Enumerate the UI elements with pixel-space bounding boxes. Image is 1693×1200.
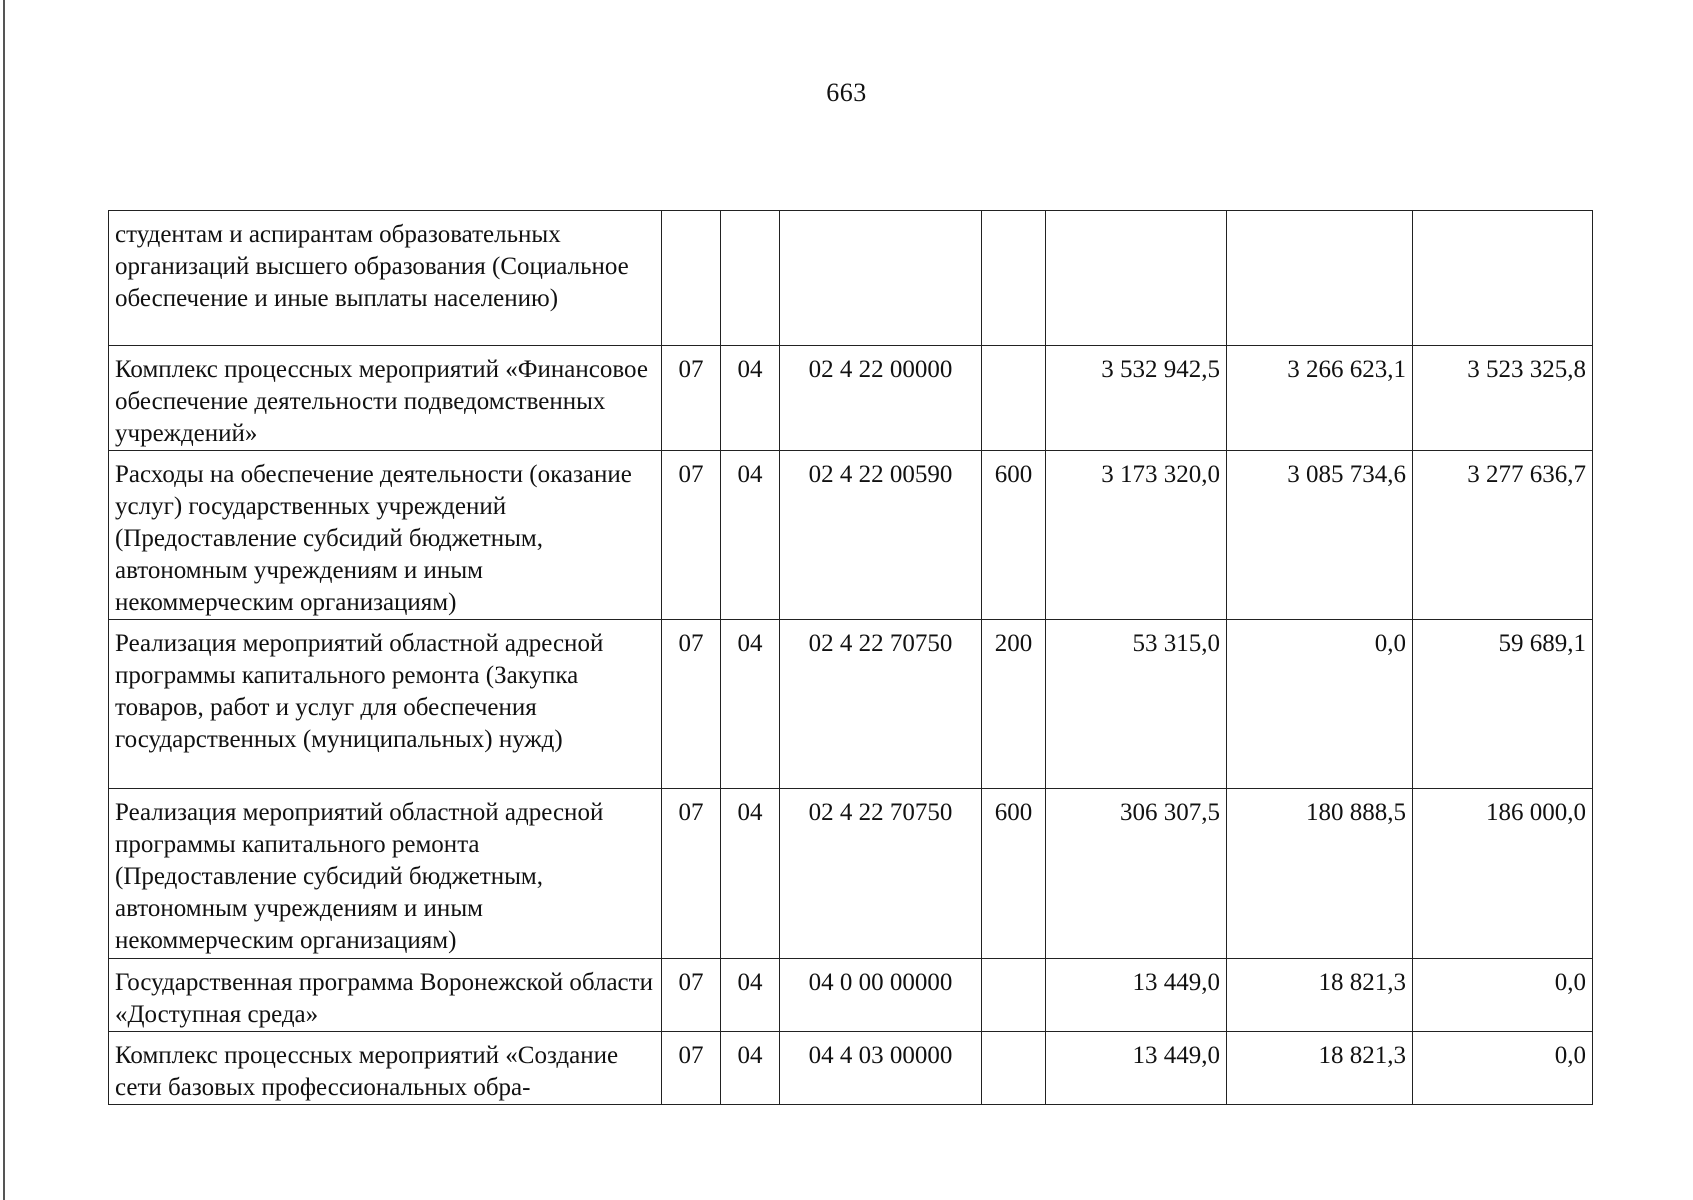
row-section: 07 <box>662 346 721 451</box>
row-expense-type <box>982 346 1046 451</box>
row-subsection: 04 <box>721 959 780 1032</box>
budget-table <box>108 210 1593 1105</box>
table-row <box>109 959 1593 1032</box>
row-expense-type: 600 <box>982 451 1046 620</box>
row-amount-2: 3 085 734,6 <box>1227 451 1413 620</box>
row-amount-2: 3 266 623,1 <box>1227 346 1413 451</box>
row-amount-3: 0,0 <box>1413 959 1593 1032</box>
row-amount-3 <box>1413 211 1593 346</box>
row-section: 07 <box>662 959 721 1032</box>
row-amount-3: 3 523 325,8 <box>1413 346 1593 451</box>
table-row <box>109 211 1593 346</box>
row-subsection <box>721 211 780 346</box>
row-target-article: 02 4 22 00590 <box>780 451 982 620</box>
row-expense-type: 600 <box>982 789 1046 959</box>
row-target-article: 02 4 22 70750 <box>780 620 982 789</box>
row-amount-3: 3 277 636,7 <box>1413 451 1593 620</box>
row-amount-2 <box>1227 211 1413 346</box>
table-row <box>109 620 1593 789</box>
row-amount-2: 0,0 <box>1227 620 1413 789</box>
row-expense-type <box>982 211 1046 346</box>
row-description: Реализация мероприятий областной адресной программы капитального ремонта (Закупка товаров, работ и услуг для обеспечения государственных (муниципальных) нужд) <box>109 620 662 789</box>
row-target-article: 02 4 22 00000 <box>780 346 982 451</box>
row-subsection: 04 <box>721 1032 780 1105</box>
row-description: Реализация мероприятий областной адресной программы капитального ремонта (Предоставление субсидий бюджетным, автономным учреждениям и иным некоммерческим организациям) <box>109 789 662 959</box>
table-row <box>109 789 1593 959</box>
row-subsection: 04 <box>721 620 780 789</box>
table-row <box>109 451 1593 620</box>
row-amount-1: 306 307,5 <box>1046 789 1227 959</box>
row-description: студентам и аспирантам образовательных организаций высшего образования (Социальное обеспечение и иные выплаты населению) <box>109 211 662 346</box>
table-row <box>109 1032 1593 1105</box>
row-amount-2: 18 821,3 <box>1227 1032 1413 1105</box>
row-target-article: 04 4 03 00000 <box>780 1032 982 1105</box>
row-section <box>662 211 721 346</box>
row-subsection: 04 <box>721 789 780 959</box>
row-amount-1: 13 449,0 <box>1046 1032 1227 1105</box>
row-amount-1: 3 532 942,5 <box>1046 346 1227 451</box>
row-description: Комплекс процессных мероприятий «Создание сети базовых профессиональных обра- <box>109 1032 662 1105</box>
row-target-article: 02 4 22 70750 <box>780 789 982 959</box>
row-amount-1: 13 449,0 <box>1046 959 1227 1032</box>
row-subsection: 04 <box>721 451 780 620</box>
page-number: 663 <box>826 78 867 107</box>
row-target-article <box>780 211 982 346</box>
row-amount-3: 0,0 <box>1413 1032 1593 1105</box>
row-description: Комплекс процессных мероприятий «Финансовое обеспечение деятельности подведомственных учреждений» <box>109 346 662 451</box>
row-section: 07 <box>662 620 721 789</box>
row-section: 07 <box>662 1032 721 1105</box>
row-description: Государственная программа Воронежской области «Доступная среда» <box>109 959 662 1032</box>
row-amount-1 <box>1046 211 1227 346</box>
row-expense-type: 200 <box>982 620 1046 789</box>
row-amount-1: 3 173 320,0 <box>1046 451 1227 620</box>
table-row <box>109 346 1593 451</box>
row-amount-1: 53 315,0 <box>1046 620 1227 789</box>
row-amount-3: 186 000,0 <box>1413 789 1593 959</box>
row-amount-2: 18 821,3 <box>1227 959 1413 1032</box>
row-amount-2: 180 888,5 <box>1227 789 1413 959</box>
row-section: 07 <box>662 789 721 959</box>
row-expense-type <box>982 959 1046 1032</box>
row-expense-type <box>982 1032 1046 1105</box>
row-target-article: 04 0 00 00000 <box>780 959 982 1032</box>
row-subsection: 04 <box>721 346 780 451</box>
row-section: 07 <box>662 451 721 620</box>
row-description: Расходы на обеспечение деятельности (оказание услуг) государственных учреждений (Предоставление субсидий бюджетным, автономным учреждениям и иным некоммерческим организациям) <box>109 451 662 620</box>
row-amount-3: 59 689,1 <box>1413 620 1593 789</box>
scan-edge-line <box>3 0 5 1200</box>
